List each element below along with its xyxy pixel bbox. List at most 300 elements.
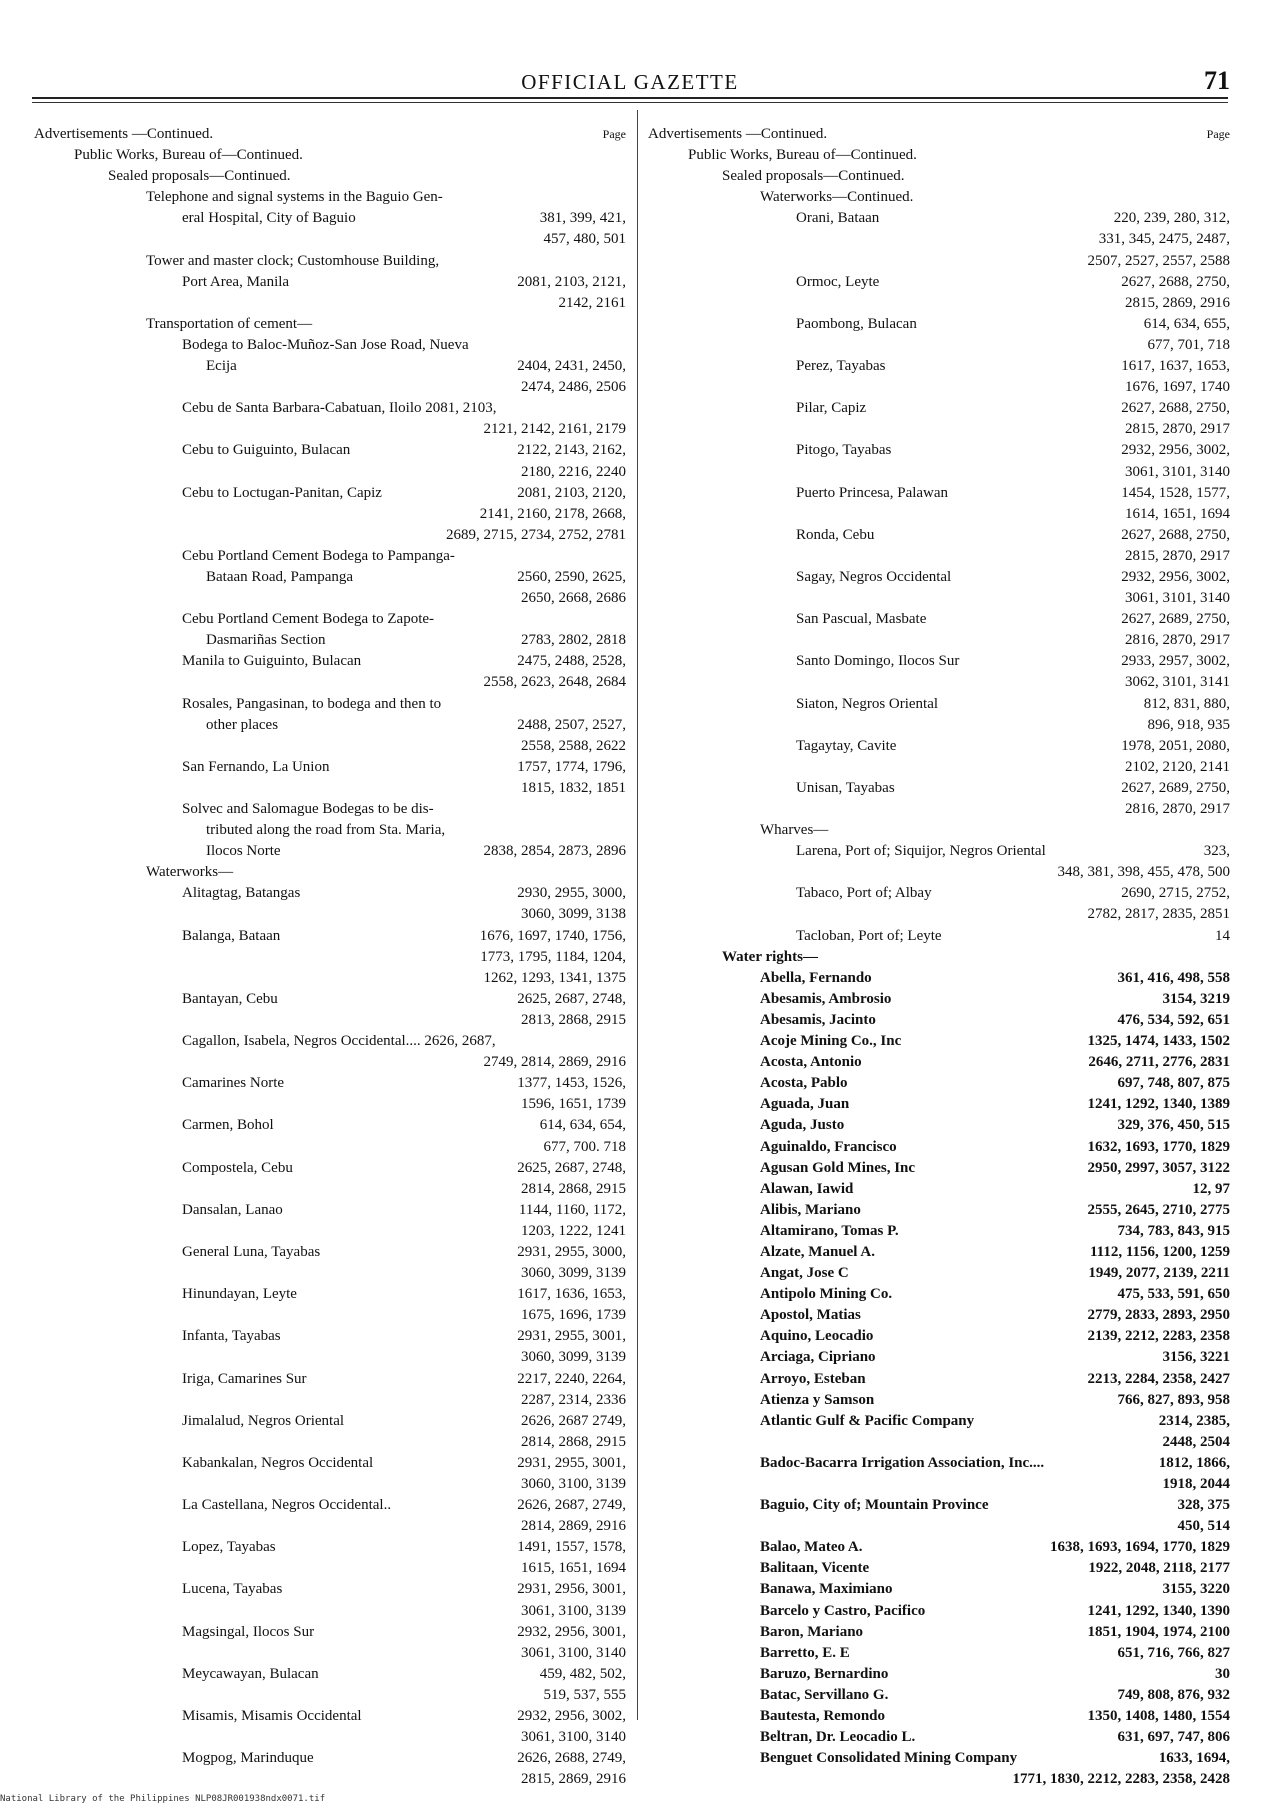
index-entry — [648, 968, 1230, 989]
entry-text: Badoc-Bacarra Irrigation Association, Inc.... — [760, 1454, 1045, 1471]
page-references: 2488, 2507, 2527, — [517, 716, 626, 733]
index-entry — [648, 1221, 1230, 1242]
entry-text: Balitaan, Vicente — [760, 1560, 870, 1577]
entry-text: tributed along the road from Sta. Maria, — [206, 822, 446, 839]
page-references: 1815, 1832, 1851 — [521, 779, 626, 796]
page-references: 2779, 2833, 2893, 2950 — [1087, 1307, 1230, 1324]
page-references: 3155, 3220 — [1162, 1581, 1230, 1598]
index-entry — [648, 293, 1230, 314]
page-references: 30 — [1215, 1665, 1230, 1682]
page-references: 2121, 2142, 2161, 2179 — [483, 421, 626, 438]
entry-text: Cagallon, Isabela, Negros Occidental.... 2626, 2687, — [182, 1033, 496, 1050]
page-references: 2213, 2284, 2358, 2427 — [1087, 1370, 1230, 1387]
entry-text: Alitagtag, Batangas — [182, 885, 301, 902]
index-entry — [34, 904, 626, 925]
entry-text: Cebu Portland Cement Bodega to Pampanga- — [182, 547, 455, 564]
entry-text: Barcelo y Castro, Pacifico — [760, 1602, 926, 1619]
entry-text: Bodega to Baloc-Muñoz-San Jose Road, Nueva — [182, 336, 469, 353]
page-references: 329, 376, 450, 515 — [1117, 1117, 1230, 1134]
index-entry — [34, 1432, 626, 1453]
page-column-label: Page — [602, 127, 626, 141]
index-entry — [34, 208, 626, 229]
page-references: 2815, 2869, 2916 — [521, 1771, 626, 1788]
entry-text: Siaton, Negros Oriental — [796, 695, 939, 712]
page-references: 2142, 2161 — [558, 294, 626, 311]
archive-footer: National Library of the Philippines NLP08JR001938ndx0071.tif — [0, 1794, 326, 1804]
page-references: 1918, 2044 — [1162, 1476, 1230, 1492]
entry-text: Abesamis, Ambrosio — [760, 990, 892, 1007]
page-references: 2558, 2588, 2622 — [521, 737, 626, 754]
page-references: 749, 808, 876, 932 — [1117, 1686, 1230, 1703]
page-references: 2932, 2956, 3002, — [1121, 442, 1230, 459]
index-entry — [648, 166, 1230, 187]
index-entry — [648, 1179, 1230, 1200]
index-entry — [648, 525, 1230, 546]
page-references: 1144, 1160, 1172, — [518, 1201, 626, 1218]
entry-text: Meycawayan, Bulacan — [182, 1665, 319, 1682]
index-entry — [648, 229, 1230, 250]
index-entry — [34, 1622, 626, 1643]
entry-text: Bantayan, Cebu — [182, 990, 278, 1007]
entry-text: Baruzo, Bernardino — [760, 1665, 889, 1682]
index-entry — [648, 1601, 1230, 1622]
page-references: 3154, 3219 — [1162, 990, 1230, 1007]
page-references: 677, 700. 718 — [543, 1138, 626, 1155]
page-references: 1203, 1222, 1241 — [521, 1222, 626, 1239]
page-references: 651, 716, 766, 827 — [1117, 1644, 1230, 1661]
entry-text: Ormoc, Leyte — [796, 273, 880, 290]
entry-text: Abesamis, Jacinto — [760, 1011, 876, 1028]
page-references: 2141, 2160, 2178, 2668, — [479, 505, 626, 522]
page-references: 3061, 3100, 3140 — [521, 1644, 626, 1661]
index-entry — [648, 1242, 1230, 1263]
page-references: 328, 375 — [1177, 1497, 1230, 1514]
index-entry — [34, 1137, 626, 1158]
index-entry — [34, 1094, 626, 1115]
index-entry — [648, 1031, 1230, 1052]
index-entry — [648, 1305, 1230, 1326]
index-entry — [34, 229, 626, 250]
page-references: 2314, 2385, — [1158, 1412, 1230, 1429]
page-references: 3060, 3099, 3139 — [521, 1265, 626, 1282]
index-entry — [648, 1706, 1230, 1727]
index-entry — [648, 609, 1230, 630]
page-references: 2560, 2590, 2625, — [517, 568, 626, 585]
index-entry — [648, 1284, 1230, 1305]
page-references: 2815, 2870, 2917 — [1125, 421, 1230, 438]
entry-text: Dasmariñas Section — [206, 632, 326, 649]
index-entry — [648, 1453, 1230, 1474]
index-entry — [34, 1179, 626, 1200]
index-entry — [34, 124, 626, 145]
page-references: 2627, 2688, 2750, — [1121, 400, 1230, 417]
page-references: 2782, 2817, 2835, 2851 — [1087, 906, 1230, 923]
entry-text: Carmen, Bohol — [182, 1117, 274, 1134]
index-entry — [648, 272, 1230, 293]
index-entry — [34, 841, 626, 862]
index-entry — [34, 715, 626, 736]
entry-text: Public Works, Bureau of—Continued. — [74, 147, 303, 164]
index-entry — [34, 166, 626, 187]
page-references: 2627, 2689, 2750, — [1121, 779, 1230, 796]
page-references: 2102, 2120, 2141 — [1125, 758, 1230, 775]
entry-text: Bautesta, Remondo — [760, 1708, 886, 1725]
page-references: 2814, 2868, 2915 — [521, 1180, 626, 1197]
entry-text: Alzate, Manuel A. — [760, 1243, 875, 1260]
page-references: 3061, 3100, 3140 — [521, 1729, 626, 1746]
page-references: 2690, 2715, 2752, — [1121, 885, 1230, 902]
page-references: 1614, 1651, 1694 — [1125, 505, 1230, 522]
index-entry — [34, 462, 626, 483]
index-entry — [34, 1748, 626, 1769]
index-entry — [648, 926, 1230, 947]
entry-text: Puerto Princesa, Palawan — [796, 484, 949, 501]
page-references: 2474, 2486, 2506 — [521, 379, 626, 396]
entry-text: Kabankalan, Negros Occidental — [182, 1454, 374, 1471]
page-references: 3060, 3100, 3139 — [521, 1476, 626, 1492]
page-references: 1454, 1528, 1577, — [1121, 484, 1230, 501]
index-entry — [34, 820, 626, 841]
entry-text: Balao, Mateo A. — [760, 1539, 863, 1556]
index-entry — [648, 1326, 1230, 1347]
index-entry — [648, 1115, 1230, 1136]
index-entry — [34, 356, 626, 377]
index-entry — [34, 1305, 626, 1326]
index-entry — [34, 694, 626, 715]
index-entry — [34, 926, 626, 947]
page-references: 2933, 2957, 3002, — [1121, 653, 1230, 670]
page-references: 3061, 3100, 3139 — [521, 1602, 626, 1619]
index-entry — [34, 1411, 626, 1432]
entry-text: Angat, Jose C — [760, 1265, 849, 1282]
page-references: 2081, 2103, 2121, — [517, 273, 626, 290]
index-entry — [34, 989, 626, 1010]
page-references: 1241, 1292, 1340, 1390 — [1087, 1602, 1230, 1619]
page-references: 2931, 2955, 3001, — [517, 1454, 626, 1471]
index-entry — [648, 1643, 1230, 1664]
page-references: 3156, 3221 — [1162, 1349, 1230, 1366]
index-entry — [34, 1158, 626, 1179]
entry-text: Dansalan, Lanao — [182, 1201, 283, 1218]
index-entry — [648, 1579, 1230, 1600]
index-entry — [34, 588, 626, 609]
entry-text: Paombong, Bulacan — [796, 315, 917, 332]
page-references: 1676, 1697, 1740 — [1125, 379, 1230, 396]
index-entry — [648, 694, 1230, 715]
index-entry — [34, 736, 626, 757]
entry-text: Sealed proposals—Continued. — [108, 168, 291, 185]
page-references: 2950, 2997, 3057, 3122 — [1087, 1159, 1230, 1176]
entry-text: Altamirano, Tomas P. — [760, 1222, 899, 1239]
entry-text: Advertisements —Continued. — [34, 126, 214, 142]
entry-text: Tacloban, Port of; Leyte — [796, 927, 942, 944]
page-references: 323, — [1203, 843, 1230, 860]
index-entry — [34, 145, 626, 166]
page-references: 2627, 2688, 2750, — [1121, 526, 1230, 543]
index-entry — [648, 1347, 1230, 1368]
page-references: 2627, 2688, 2750, — [1121, 273, 1230, 290]
index-entry — [34, 778, 626, 799]
page-references: 2932, 2956, 3001, — [517, 1623, 626, 1640]
index-entry — [648, 377, 1230, 398]
page-references: 220, 239, 280, 312, — [1113, 210, 1230, 227]
index-entry — [648, 715, 1230, 736]
index-entry — [648, 1073, 1230, 1094]
page-references: 1325, 1474, 1433, 1502 — [1087, 1033, 1230, 1050]
index-entry — [34, 419, 626, 440]
page-references: 2815, 2869, 2916 — [1125, 294, 1230, 311]
index-entry — [648, 1158, 1230, 1179]
page-references: 2816, 2870, 2917 — [1125, 632, 1230, 649]
page-references: 381, 399, 421, — [539, 210, 626, 227]
page-references: 1112, 1156, 1200, 1259 — [1089, 1243, 1230, 1260]
page-references: 2813, 2868, 2915 — [521, 1011, 626, 1028]
page-references: 631, 697, 747, 806 — [1117, 1729, 1230, 1746]
entry-text: San Fernando, La Union — [182, 758, 330, 775]
page-references: 2646, 2711, 2776, 2831 — [1088, 1054, 1230, 1071]
page-references: 2626, 2687, 2749, — [517, 1497, 626, 1514]
index-entry — [648, 419, 1230, 440]
page-references: 2783, 2802, 2818 — [521, 632, 626, 649]
index-entry — [34, 335, 626, 356]
index-entry — [34, 799, 626, 820]
index-entry — [648, 398, 1230, 419]
index-entry — [34, 862, 626, 883]
index-entry — [34, 1263, 626, 1284]
index-entry — [648, 588, 1230, 609]
page-references: 1615, 1651, 1694 — [521, 1560, 626, 1577]
gazette-title: OFFICIAL GAZETTE — [521, 70, 739, 94]
page-references: 2930, 2955, 3000, — [517, 885, 626, 902]
index-entry — [648, 1200, 1230, 1221]
index-entry — [648, 820, 1230, 841]
masthead — [30, 66, 1230, 96]
page-references: 2626, 2687 2749, — [521, 1412, 626, 1429]
page-references: 896, 918, 935 — [1147, 716, 1230, 733]
entry-text: Acosta, Pablo — [760, 1075, 848, 1092]
entry-text: Infanta, Tayabas — [182, 1328, 281, 1345]
entry-text: Advertisements —Continued. — [648, 126, 828, 142]
index-entry — [34, 1769, 626, 1790]
entry-text: Arroyo, Esteban — [760, 1370, 866, 1387]
page-references: 1638, 1693, 1694, 1770, 1829 — [1050, 1539, 1230, 1556]
page-references: 1377, 1453, 1526, — [517, 1075, 626, 1092]
index-entry — [648, 799, 1230, 820]
entry-text: Lopez, Tayabas — [182, 1539, 276, 1556]
entry-text: Agusan Gold Mines, Inc — [760, 1159, 916, 1176]
index-entry — [34, 630, 626, 651]
index-column-right — [648, 124, 1230, 1790]
header-rule-thin — [32, 102, 1228, 103]
entry-text: Waterworks—Continued. — [760, 189, 914, 206]
page-references: 2627, 2689, 2750, — [1121, 611, 1230, 628]
page-references: 2475, 2488, 2528, — [517, 653, 626, 670]
entry-text: Tagaytay, Cavite — [796, 737, 897, 754]
index-column-left — [34, 124, 626, 1790]
index-entry — [648, 883, 1230, 904]
entry-text: Arciaga, Cipriano — [760, 1349, 876, 1366]
entry-text: Batac, Servillano G. — [760, 1686, 889, 1703]
index-entry — [648, 335, 1230, 356]
index-entry — [648, 1432, 1230, 1453]
index-entry — [34, 525, 626, 546]
page-references: 1617, 1637, 1653, — [1121, 358, 1230, 375]
index-entry — [34, 1453, 626, 1474]
page-references: 457, 480, 501 — [543, 231, 626, 248]
index-entry — [648, 504, 1230, 525]
index-entry — [34, 757, 626, 778]
page-references: 3061, 3101, 3140 — [1125, 463, 1230, 480]
page-references: 734, 783, 843, 915 — [1117, 1222, 1230, 1239]
page-references: 697, 748, 807, 875 — [1117, 1075, 1230, 1092]
page-references: 3061, 3101, 3140 — [1125, 590, 1230, 607]
page-references: 476, 534, 592, 651 — [1117, 1011, 1230, 1028]
entry-text: Orani, Bataan — [796, 210, 880, 227]
page-references: 2931, 2955, 3000, — [517, 1243, 626, 1260]
page-references: 677, 701, 718 — [1147, 336, 1230, 353]
page-references: 2931, 2956, 3001, — [517, 1581, 626, 1598]
entry-text: Wharves— — [760, 822, 829, 839]
index-entry — [648, 1537, 1230, 1558]
index-entry — [648, 1685, 1230, 1706]
index-entry — [34, 293, 626, 314]
entry-text: Acosta, Antonio — [760, 1054, 862, 1071]
index-entry — [34, 377, 626, 398]
index-entry — [648, 1390, 1230, 1411]
page-references: 14 — [1215, 927, 1230, 944]
entry-text: Compostela, Cebu — [182, 1159, 293, 1176]
entry-text: Aguinaldo, Francisco — [760, 1138, 897, 1155]
page-references: 2139, 2212, 2283, 2358 — [1087, 1328, 1230, 1345]
entry-text: Port Area, Manila — [182, 273, 290, 290]
index-entry — [34, 1685, 626, 1706]
index-entry — [34, 1347, 626, 1368]
entry-text: Benguet Consolidated Mining Company — [760, 1750, 1018, 1767]
page-references: 361, 416, 498, 558 — [1117, 969, 1230, 986]
index-entry — [34, 440, 626, 461]
index-entry — [34, 672, 626, 693]
page-references: 766, 827, 893, 958 — [1117, 1391, 1230, 1408]
entry-text: Cebu Portland Cement Bodega to Zapote- — [182, 611, 435, 628]
entry-text: Pilar, Capiz — [796, 400, 867, 417]
entry-text: Ecija — [206, 358, 237, 375]
index-entry — [648, 1411, 1230, 1432]
entry-text: Transportation of cement— — [146, 315, 313, 332]
index-entry — [34, 609, 626, 630]
index-entry — [648, 1727, 1230, 1748]
index-entry — [648, 989, 1230, 1010]
page-references: 2838, 2854, 2873, 2896 — [483, 843, 626, 860]
index-entry — [648, 1094, 1230, 1115]
page-references: 2815, 2870, 2917 — [1125, 547, 1230, 564]
entry-text: Balanga, Bataan — [182, 927, 281, 944]
entry-text: Alibis, Mariano — [760, 1201, 861, 1218]
entry-text: Acoje Mining Co., Inc — [760, 1033, 902, 1050]
index-entry — [34, 1601, 626, 1622]
entry-text: Rosales, Pangasinan, to bodega and then to — [182, 695, 442, 712]
index-entry — [648, 1769, 1230, 1790]
index-entry — [648, 1558, 1230, 1579]
page-references: 2650, 2668, 2686 — [521, 590, 626, 607]
page-references: 2081, 2103, 2120, — [517, 484, 626, 501]
page-references: 2180, 2216, 2240 — [521, 463, 626, 480]
index-entry — [648, 757, 1230, 778]
page-references: 1491, 1557, 1578, — [517, 1539, 626, 1556]
entry-text: Aguda, Justo — [760, 1117, 845, 1134]
entry-text: Santo Domingo, Ilocos Sur — [796, 653, 960, 670]
page-references: 614, 634, 654, — [539, 1117, 626, 1134]
index-entry — [648, 1137, 1230, 1158]
entry-text: Hinundayan, Leyte — [182, 1286, 297, 1303]
index-entry — [34, 1052, 626, 1073]
page-references: 614, 634, 655, — [1143, 315, 1230, 332]
entry-text: Tower and master clock; Customhouse Building, — [146, 252, 440, 269]
entry-text: Telephone and signal systems in the Baguio Gen- — [146, 189, 443, 206]
entry-text: Pitogo, Tayabas — [796, 442, 892, 459]
entry-text: Barretto, E. E — [760, 1644, 850, 1661]
page-references: 2749, 2814, 2869, 2916 — [483, 1054, 626, 1071]
entry-text: Aquino, Leocadio — [760, 1328, 874, 1345]
index-entry — [34, 1115, 626, 1136]
index-entry — [648, 862, 1230, 883]
index-entry — [34, 968, 626, 989]
page-references: 2448, 2504 — [1162, 1433, 1230, 1450]
page-references: 2814, 2869, 2916 — [521, 1518, 626, 1535]
index-entry — [648, 672, 1230, 693]
index-entry — [648, 1748, 1230, 1769]
entry-text: Banawa, Maximiano — [760, 1581, 893, 1598]
page-references: 2404, 2431, 2450, — [517, 358, 626, 375]
index-entry — [34, 1537, 626, 1558]
entry-text: Waterworks— — [146, 864, 234, 881]
index-entry — [648, 546, 1230, 567]
index-entry — [34, 1579, 626, 1600]
index-entry — [34, 1664, 626, 1685]
page-references: 2816, 2870, 2917 — [1125, 801, 1230, 817]
index-entry — [34, 1727, 626, 1748]
page-references: 2122, 2143, 2162, — [517, 442, 626, 459]
page-references: 1949, 2077, 2139, 2211 — [1088, 1265, 1230, 1282]
entry-text: Sagay, Negros Occidental — [796, 568, 952, 585]
index-entry — [34, 187, 626, 208]
entry-text: other places — [206, 716, 279, 733]
page-references: 2932, 2956, 3002, — [1121, 568, 1230, 585]
index-entry — [648, 1052, 1230, 1073]
entry-text: Public Works, Bureau of—Continued. — [688, 147, 917, 164]
index-entry — [648, 187, 1230, 208]
entry-text: Cebu to Loctugan-Panitan, Capiz — [182, 484, 382, 501]
index-entry — [648, 145, 1230, 166]
index-entry — [648, 1010, 1230, 1031]
index-entry — [34, 272, 626, 293]
entry-text: Magsingal, Ilocos Sur — [182, 1623, 315, 1640]
page-references: 1596, 1651, 1739 — [521, 1096, 626, 1113]
index-entry — [648, 947, 1230, 968]
index-entry — [648, 1369, 1230, 1390]
index-entry — [34, 1326, 626, 1347]
index-entry — [648, 314, 1230, 335]
index-entry — [648, 483, 1230, 504]
entry-text: San Pascual, Masbate — [796, 611, 927, 628]
entry-text: Lucena, Tayabas — [182, 1581, 283, 1598]
index-entry — [34, 947, 626, 968]
index-entry — [34, 1390, 626, 1411]
entry-text: Alawan, Iawid — [760, 1180, 854, 1197]
entry-text: Apostol, Matias — [760, 1307, 861, 1324]
entry-text: Baron, Mariano — [760, 1623, 864, 1640]
index-entry — [34, 1706, 626, 1727]
entry-text: Beltran, Dr. Leocadio L. — [760, 1729, 916, 1746]
